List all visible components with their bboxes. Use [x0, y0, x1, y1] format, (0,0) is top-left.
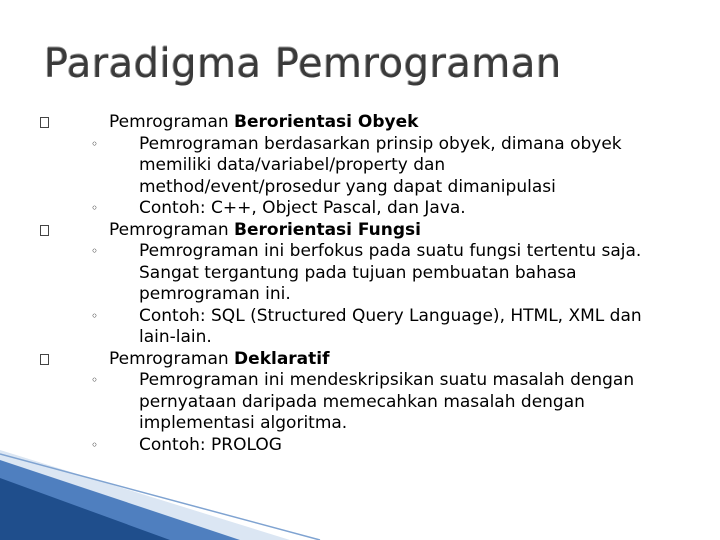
bullet-square-icon [40, 117, 49, 128]
sub-bullet-item [0, 134, 720, 199]
sub-bullet-text: Pemrograman berdasarkan prinsip obyek, dimana obyek memiliki data/variabel/property dan method/event/prosedur yang dapat dimanipulasi [139, 133, 622, 197]
bullet-square-icon [40, 225, 49, 236]
bullet-list [0, 112, 720, 456]
sub-bullet-text: Contoh: PROLOG [139, 434, 282, 455]
bullet-bold-term: Deklaratif [234, 348, 330, 369]
slide-title: Paradigma Pemrograman [44, 41, 562, 87]
bullet-square-icon [40, 354, 49, 365]
bullet-circle-icon: ◦ [91, 244, 99, 258]
sub-bullet-item [0, 370, 720, 435]
bullet-item [0, 112, 720, 134]
sub-bullet-item [0, 241, 720, 306]
bullet-prefix: Pemrograman [109, 219, 235, 240]
sub-bullet-text: Pemrograman ini mendeskripsikan suatu masalah dengan pernyataan daripada memecahkan masalah dengan implementasi algoritma. [139, 370, 635, 433]
bullet-circle-icon: ◦ [91, 373, 99, 387]
bullet-bold-term: Berorientasi Fungsi [234, 219, 421, 240]
bullet-prefix: Pemrograman [109, 112, 235, 132]
bullet-circle-icon: ◦ [91, 201, 99, 215]
bullet-item [0, 220, 720, 242]
bullet-circle-icon: ◦ [91, 136, 99, 151]
sub-bullet-text: Contoh: SQL (Structured Query Language), HTML, XML dan lain-lain. [139, 305, 642, 347]
bullet-circle-icon: ◦ [91, 437, 99, 452]
bullet-bold-term: Berorientasi Obyek [234, 112, 419, 132]
corner-decoration [0, 450, 340, 540]
sub-bullet-item [0, 306, 720, 349]
sub-bullet-text: Contoh: C++, Object Pascal, dan Java. [139, 198, 466, 218]
sub-bullet-item [0, 198, 720, 220]
sub-bullet-text: Pemrograman ini berfokus pada suatu fungsi tertentu saja. Sangat tergantung pada tujuan pembuatan bahasa pemrograman ini. [139, 241, 642, 304]
bullet-circle-icon: ◦ [91, 308, 99, 323]
bullet-item [0, 349, 720, 371]
bullet-prefix: Pemrograman [109, 348, 235, 369]
